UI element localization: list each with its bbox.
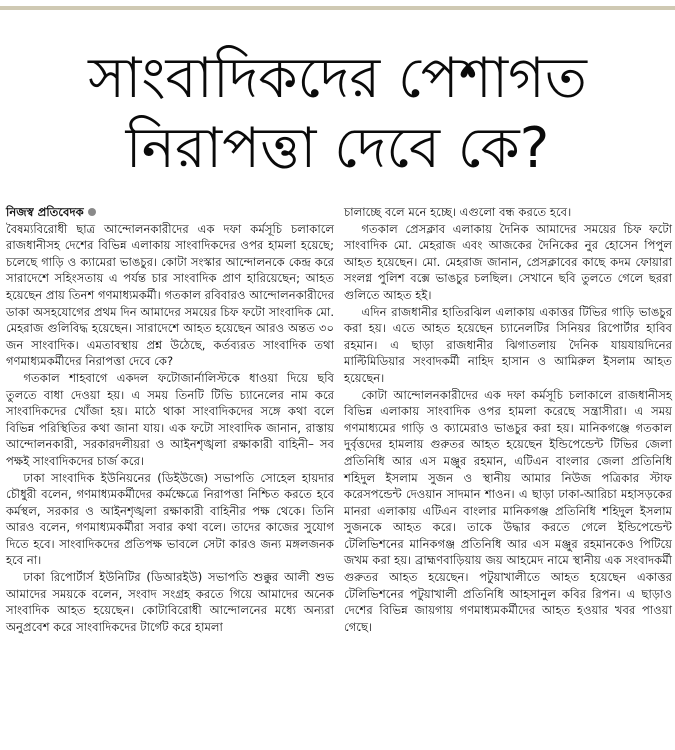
headline — [0, 44, 675, 184]
left-column — [6, 204, 334, 635]
paragraph: গতকাল প্রেসক্লাব এলাকায় দৈনিক আমাদের সময়ের চিফ ফটো সাংবাদিক মো. মেহরাজ এবং আজকের দৈনিকের নুর হোসেন পিপুল আহত হয়েছেন। মো. মেহরাজ জানান, প্রেসক্লাবের কাছে কদম ফোয়ারা সংলগ্ন পুলিশ বক্সে ভাঙচুর চলছিল। সেখানে ছবি তুলতে গেলে ছররা গুলিতে আহত হই। — [344, 221, 672, 302]
paragraph: গতকাল শাহবাগে একদল ফটোজার্নালিস্টকে ধাওয়া দিয়ে ছবি তুলতে বাধা দেওয়া হয়। এ সময় তিনটি টিভি চ্যানেলের নাম করে সাংবাদিকদের খোঁজা হয়। মাঠে থাকা সাংবাদিকদের সঙ্গে কথা বলে বিভিন্ন পরিস্থিতির কথা জানা যায়। এক ফটো সাংবাদিক জানান, রাস্তায় আন্দোলনকারী, সরকারদলীয়রা ও আইনশৃঙ্খলা রক্ষাকারী বাহিনী– সব পক্ষই সাংবাদিকদের চার্জ করে। — [6, 370, 334, 468]
paragraph: চালাচ্ছে বলে মনে হচ্ছে। এগুলো বন্ধ করতে হবে। — [344, 205, 572, 219]
headline-line-2: নিরাপত্তা দেবে কে? — [125, 116, 550, 181]
paragraph: ঢাকা সাংবাদিক ইউনিয়নের (ডিইউজে) সভাপতি সোহেল হায়দার চৌধুরী বলেন, গণমাধ্যমকর্মীদের কর্মক্ষেত্রে নিরাপত্তা নিশ্চিত করতে হবে কর্মস্থল, সরকার ও আইনশৃঙ্খলা রক্ষাকারী বাহিনীর পক্ষ থেকে। তিনি আরও বলেন, গণমাধ্যমকর্মীরা সবার কথা বলে। তাদের কাজের সুযোগ দিতে হবে। সাংবাদিকদের প্রতিপক্ষ ভাবলে সেটা কারও জন্য মঙ্গলজনক হবে না। — [6, 470, 334, 568]
top-rule — [0, 6, 675, 10]
paragraph: বৈষম্যবিরোধী ছাত্র আন্দোলনকারীদের এক দফা কর্মসূচি চলাকালে রাজধানীসহ দেশের বিভিন্ন এলাকায় সাংবাদিকদের ওপর হামলা হয়েছে; চলেছে গাড়ি ও ক্যামেরা ভাঙচুর। কোটা সংস্কার আন্দোলনকে কেন্দ্র করে সারাদেশে সহিংসতায় এ পর্যন্ত চার সাংবাদিক প্রাণ হারিয়েছেন; আহত হয়েছেন প্রায় তিনশ গণমাধ্যমকর্মী। গতকাল রবিবারও আন্দোলনকারীদের ডাকা অসহযোগের প্রথম দিন আমাদের সময়ের চিফ ফটো সাংবাদিক মো. মেহরাজ গুলিবিদ্ধ হয়েছেন। সারাদেশে আহত হয়েছেন আরও অন্তত ৩০ জন সাংবাদিক। এমতাবস্থায় প্রশ্ন উঠেছে, কর্তব্যরত সাংবাদিক তথা গণমাধ্যমকর্মীদের নিরাপত্তা দেবে কে? — [6, 221, 334, 369]
headline-line-1: সাংবাদিকদের পেশাগত — [88, 46, 587, 111]
article-body — [6, 204, 672, 748]
bullet-icon — [88, 208, 96, 216]
paragraph: ঢাকা রিপোর্টার্স ইউনিটির (ডিআরইউ) সভাপতি শুক্কুর আলী শুভ আমাদের সময়কে বলেন, সংবাদ সংগ্রহ করতে গিয়ে আমাদের অনেক সাংবাদিক আহত হয়েছেন। কোটাবিরোধী আন্দোলনের মধ্যে অন্যরা অনুপ্রবেশ করে সাংবাদিকদের টার্গেট করে হামলা — [6, 570, 334, 634]
byline-row — [6, 204, 334, 221]
byline: নিজস্ব প্রতিবেদক — [6, 205, 84, 219]
right-column — [344, 204, 672, 635]
paragraph: এদিন রাজধানীর হাতিরঝিল এলাকায় একাত্তর টিভির গাড়ি ভাঙচুর করা হয়। এতে আহত হয়েছেন চ্যানেলটির সিনিয়র রিপোর্টার হাবিব রহমান। এ ছাড়া রাজধানীর ঝিগাতলায় দৈনিক যায়যায়দিনের মাল্টিমিডিয়ার সংবাদকর্মী নাহিদ হাসান ও আমিরুল ইসলাম আহত হয়েছেন। — [344, 304, 672, 385]
paragraph: কোটা আন্দোলনকারীদের এক দফা কর্মসূচি চলাকালে রাজধানীসহ বিভিন্ন এলাকায় সাংবাদিক ওপর হামলা করেছে সন্ত্রাসীরা। এ সময় গণমাধ্যমের গাড়ি ও ক্যামেরাও ভাঙচুর করা হয়। মানিকগঞ্জে গতকাল দুর্বৃত্তদের হামলায় গুরুতর আহত হয়েছেন ইন্ডিপেন্ডেন্ট টিভির জেলা প্রতিনিধি আর এস মঞ্জুর রহমান, এটিএন বাংলার জেলা প্রতিনিধি শহিদুল ইসলাম সুজন ও স্থানীয় আমার নিউজ পত্রিকার স্টাফ করেসপন্ডেন্ট দেওয়ান সাদমান শাওন। এ ছাড়া ঢাকা-আরিচা মহাসড়কের মানরা এলাকায় এটিএন বাংলার মানিকগঞ্জ প্রতিনিধি শহিদুল ইসলাম সুজনকে আহত করে। তাকে উদ্ধার করতে গেলে ইন্ডিপেন্ডেন্ট টেলিভিশনের মানিকগঞ্জ প্রতিনিধি আর এস মঞ্জুর রহমানকেও পিটিয়ে জখম করা হয়। ব্রাহ্মণবাড়িয়ায় জয় আহমেদ নামে স্থানীয় এক সংবাদকর্মী গুরুতর আহত হয়েছেন। পটুয়াখালীতে আহত হয়েছেন একাত্তর টেলিভিশনের পটুয়াখালী প্রতিনিধি আহসানুল কবির রিপন। এ ছাড়াও দেশের বিভিন্ন জায়গায় গণমাধ্যমকর্মীদের আহত হওয়ার খবর পাওয়া গেছে। — [344, 387, 672, 634]
